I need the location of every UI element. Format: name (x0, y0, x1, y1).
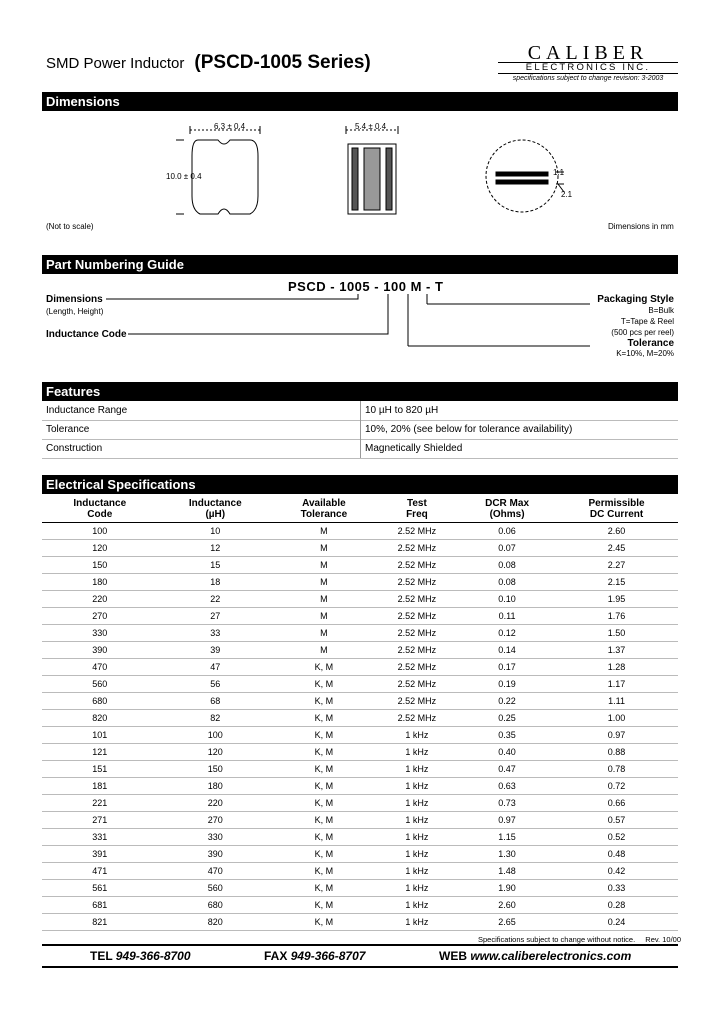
table-cell: M (273, 608, 375, 625)
table-cell: M (273, 523, 375, 540)
table-cell: 2.60 (459, 897, 555, 914)
table-row (42, 863, 678, 880)
table-cell: 1 kHz (375, 863, 459, 880)
table-cell: 0.19 (459, 676, 555, 693)
side-view (346, 126, 398, 214)
table-cell: 0.40 (459, 744, 555, 761)
table-cell: K, M (273, 727, 375, 744)
table-cell: 2.52 MHz (375, 574, 459, 591)
code-dash: - (330, 279, 336, 294)
label-packaging: Packaging Style (597, 294, 674, 305)
table-row (42, 642, 678, 659)
table-cell: 0.25 (459, 710, 555, 727)
table-cell: 0.88 (555, 744, 678, 761)
table-cell: 1.95 (555, 591, 678, 608)
table-cell: 1.28 (555, 659, 678, 676)
table-cell: 1 kHz (375, 795, 459, 812)
table-cell: 0.66 (555, 795, 678, 812)
table-cell: 0.42 (555, 863, 678, 880)
table-cell: 150 (158, 761, 274, 778)
table-cell: 1 kHz (375, 812, 459, 829)
packaging-bulk: B=Bulk (648, 306, 674, 315)
table-cell: 1.48 (459, 863, 555, 880)
table-cell: 0.12 (459, 625, 555, 642)
table-cell: 1.15 (459, 829, 555, 846)
section-dimensions: Dimensions (42, 92, 678, 111)
table-header-row (42, 495, 678, 523)
table-cell: 390 (158, 846, 274, 863)
table-cell: 2.52 MHz (375, 693, 459, 710)
column-header-line: (Ohms) (489, 508, 525, 520)
table-cell: 0.73 (459, 795, 555, 812)
table-cell: 1.50 (555, 625, 678, 642)
telephone (90, 949, 191, 963)
table-cell: 2.52 MHz (375, 642, 459, 659)
column-header (375, 495, 459, 523)
label-dimensions: Dimensions (46, 294, 103, 305)
table-row (42, 557, 678, 574)
table-cell: 33 (158, 625, 274, 642)
tolerance-values: K=10%, M=20% (616, 349, 674, 358)
column-header-line: Tolerance (300, 508, 348, 520)
table-row (42, 880, 678, 897)
table-row (42, 778, 678, 795)
table-row (42, 897, 678, 914)
table-cell: 220 (158, 795, 274, 812)
table-cell: 681 (42, 897, 158, 914)
table-cell: 331 (42, 829, 158, 846)
column-header-line: Code (87, 508, 113, 520)
code-dash: - (374, 279, 380, 294)
table-row (42, 591, 678, 608)
table-cell: 220 (42, 591, 158, 608)
table-cell: 0.24 (555, 914, 678, 931)
section-electrical: Electrical Specifications (42, 475, 678, 494)
table-cell: 1 kHz (375, 761, 459, 778)
table-cell: 101 (42, 727, 158, 744)
table-cell: 2.45 (555, 540, 678, 557)
fax (264, 949, 365, 963)
table-cell: 0.06 (459, 523, 555, 540)
table-cell: 1.17 (555, 676, 678, 693)
table-cell: 180 (42, 574, 158, 591)
brand-name: CALIBER (527, 42, 649, 64)
section-part-numbering: Part Numbering Guide (42, 255, 678, 274)
table-cell: K, M (273, 914, 375, 931)
table-row (42, 829, 678, 846)
label-dimensions-sub: (Length, Height) (46, 307, 104, 316)
fax-number: 949-366-8707 (290, 949, 366, 963)
table-cell: 2.52 MHz (375, 710, 459, 727)
table-cell: 820 (42, 710, 158, 727)
table-cell: 390 (42, 642, 158, 659)
table-cell: 100 (158, 727, 274, 744)
packaging-legend (597, 294, 674, 358)
column-header-line: Available (302, 497, 346, 509)
footer-note (478, 935, 681, 944)
table-cell: 27 (158, 608, 274, 625)
table-cell: 1 kHz (375, 880, 459, 897)
table-cell: 0.47 (459, 761, 555, 778)
table-row (42, 727, 678, 744)
table-cell: 330 (42, 625, 158, 642)
height-dimension: 10.0 ± 0.4 (166, 172, 202, 181)
table-cell: M (273, 625, 375, 642)
table-cell: K, M (273, 795, 375, 812)
feature-row (42, 439, 678, 459)
table-cell: K, M (273, 710, 375, 727)
table-cell: 2.52 MHz (375, 540, 459, 557)
table-cell: 0.63 (459, 778, 555, 795)
table-cell: K, M (273, 778, 375, 795)
table-cell: 39 (158, 642, 274, 659)
table-row (42, 540, 678, 557)
table-cell: 680 (158, 897, 274, 914)
table-cell: 2.27 (555, 557, 678, 574)
table-cell: 121 (42, 744, 158, 761)
table-row (42, 625, 678, 642)
table-cell: 0.52 (555, 829, 678, 846)
table-cell: 1.37 (555, 642, 678, 659)
table-row (42, 710, 678, 727)
table-cell: 100 (42, 523, 158, 540)
table-cell: 270 (42, 608, 158, 625)
table-cell: 680 (42, 693, 158, 710)
table-cell: K, M (273, 812, 375, 829)
table-cell: 471 (42, 863, 158, 880)
feature-value: 10%, 20% (see below for tolerance availability) (365, 424, 573, 435)
table-cell: 2.52 MHz (375, 557, 459, 574)
column-header-line: DCR Max (485, 497, 530, 509)
document-title (46, 52, 371, 74)
column-header (555, 495, 678, 523)
table-cell: M (273, 591, 375, 608)
column-header (273, 495, 375, 523)
table-cell: 12 (158, 540, 274, 557)
table-cell: 0.11 (459, 608, 555, 625)
table-cell: K, M (273, 693, 375, 710)
web-url[interactable]: www.caliberelectronics.com (470, 949, 632, 963)
table-cell: 0.57 (555, 812, 678, 829)
table-cell: 271 (42, 812, 158, 829)
table-cell: K, M (273, 863, 375, 880)
column-header-line: (µH) (205, 508, 226, 520)
code-dash: - (426, 279, 431, 294)
table-cell: 221 (42, 795, 158, 812)
table-cell: 0.07 (459, 540, 555, 557)
table-cell: M (273, 557, 375, 574)
label-tolerance: Tolerance (627, 338, 674, 349)
table-cell: 270 (158, 812, 274, 829)
table-cell: 1 kHz (375, 744, 459, 761)
bottom-dimension-2: 2.1 (561, 190, 573, 199)
table-cell: 1.00 (555, 710, 678, 727)
brand-note: specifications subject to change revision: 3-2003 (512, 75, 664, 82)
column-header (158, 495, 274, 523)
not-to-scale-note: (Not to scale) (46, 222, 94, 231)
table-cell: M (273, 642, 375, 659)
table-cell: 560 (158, 880, 274, 897)
change-notice: Specifications subject to change without notice. (478, 935, 636, 944)
table-cell: 10 (158, 523, 274, 540)
column-header-line: Inductance (73, 497, 127, 509)
table-cell: 15 (158, 557, 274, 574)
product-type: SMD Power Inductor (46, 55, 185, 72)
table-cell: 68 (158, 693, 274, 710)
side-dimension: 5.4 ± 0.4 (355, 122, 387, 131)
table-cell: 0.08 (459, 557, 555, 574)
code-inductance: 100 (383, 279, 407, 294)
table-cell: 561 (42, 880, 158, 897)
revision: Rev. 10/00 (645, 935, 681, 944)
table-cell: K, M (273, 659, 375, 676)
table-row (42, 676, 678, 693)
table-cell: 2.15 (555, 574, 678, 591)
tel-number: 949-366-8700 (115, 949, 191, 963)
table-cell: 47 (158, 659, 274, 676)
table-cell: 0.28 (555, 897, 678, 914)
table-cell: 1 kHz (375, 727, 459, 744)
bottom-dimension-1: 1.1 (553, 168, 565, 177)
table-cell: 2.60 (555, 523, 678, 540)
column-header-line: Freq (406, 508, 428, 520)
part-numbering-leader-lines (100, 290, 680, 350)
code-prefix: PSCD (288, 279, 327, 294)
website[interactable] (439, 949, 631, 963)
table-cell: 2.52 MHz (375, 625, 459, 642)
table-cell: M (273, 540, 375, 557)
column-header (459, 495, 555, 523)
table-cell: 1 kHz (375, 914, 459, 931)
brand-logo (498, 44, 678, 84)
table-row (42, 574, 678, 591)
table-cell: 18 (158, 574, 274, 591)
table-row (42, 608, 678, 625)
table-cell: 1 kHz (375, 897, 459, 914)
table-cell: 2.52 MHz (375, 608, 459, 625)
table-cell: 150 (42, 557, 158, 574)
table-cell: K, M (273, 880, 375, 897)
table-cell: K, M (273, 761, 375, 778)
table-cell: 1 kHz (375, 829, 459, 846)
table-cell: 1.90 (459, 880, 555, 897)
table-cell: 0.48 (555, 846, 678, 863)
table-cell: 56 (158, 676, 274, 693)
section-features: Features (42, 382, 678, 401)
table-cell: 391 (42, 846, 158, 863)
table-row (42, 846, 678, 863)
table-cell: 0.78 (555, 761, 678, 778)
tel-label: TEL (90, 949, 113, 963)
width-dimension: 6.3 ± 0.4 (214, 122, 246, 131)
table-cell: 180 (158, 778, 274, 795)
table-cell: 1 kHz (375, 846, 459, 863)
label-inductance-code: Inductance Code (46, 329, 127, 340)
fax-label: FAX (264, 949, 288, 963)
table-row (42, 761, 678, 778)
table-row (42, 659, 678, 676)
table-cell: 1.76 (555, 608, 678, 625)
feature-row (42, 420, 678, 440)
feature-key: Tolerance (46, 424, 90, 435)
series-name: (PSCD-1005 Series) (194, 52, 371, 73)
table-cell: 0.22 (459, 693, 555, 710)
table-cell: 1.30 (459, 846, 555, 863)
table-cell: 0.97 (459, 812, 555, 829)
table-cell: K, M (273, 744, 375, 761)
table-cell: 2.52 MHz (375, 659, 459, 676)
table-row (42, 693, 678, 710)
table-row (42, 795, 678, 812)
table-cell: 0.97 (555, 727, 678, 744)
table-cell: M (273, 574, 375, 591)
table-cell: 120 (42, 540, 158, 557)
column-header-line: DC Current (589, 508, 644, 520)
feature-row (42, 401, 678, 421)
table-cell: 2.52 MHz (375, 523, 459, 540)
table-cell: 22 (158, 591, 274, 608)
table-cell: 330 (158, 829, 274, 846)
table-cell: K, M (273, 676, 375, 693)
table-row (42, 744, 678, 761)
code-packaging: T (435, 279, 444, 294)
table-cell: 0.35 (459, 727, 555, 744)
table-cell: 0.72 (555, 778, 678, 795)
table-cell: 151 (42, 761, 158, 778)
table-cell: 2.52 MHz (375, 591, 459, 608)
table-cell: K, M (273, 829, 375, 846)
table-cell: 82 (158, 710, 274, 727)
dimension-drawing (160, 118, 590, 228)
code-dimensions: 1005 (339, 279, 371, 294)
table-cell: K, M (273, 897, 375, 914)
column-header-line: Test (406, 497, 427, 509)
table-cell: 2.52 MHz (375, 676, 459, 693)
table-cell: 821 (42, 914, 158, 931)
table-cell: 560 (42, 676, 158, 693)
packaging-reel: (500 pcs per reel) (611, 328, 674, 337)
code-tolerance: M (410, 279, 422, 294)
brand-subtitle: ELECTRONICS INC. (498, 62, 678, 74)
table-cell: 820 (158, 914, 274, 931)
table-cell: 2.65 (459, 914, 555, 931)
table-row (42, 812, 678, 829)
column-header (42, 495, 158, 523)
feature-value: Magnetically Shielded (365, 443, 463, 454)
table-cell: 0.33 (555, 880, 678, 897)
table-cell: 0.08 (459, 574, 555, 591)
table-cell: 0.17 (459, 659, 555, 676)
table-cell: 1.11 (555, 693, 678, 710)
feature-value: 10 µH to 820 µH (365, 405, 439, 416)
web-label: WEB (439, 949, 467, 963)
column-header-line: Inductance (188, 497, 242, 509)
feature-key: Inductance Range (46, 405, 128, 416)
front-view (176, 126, 260, 214)
contact-bar (42, 944, 678, 968)
table-cell: 0.14 (459, 642, 555, 659)
table-body (42, 523, 678, 931)
electrical-spec-table (42, 495, 678, 931)
table-cell: 0.10 (459, 591, 555, 608)
packaging-tape: T=Tape & Reel (620, 317, 674, 326)
column-header-line: Permissible (588, 497, 645, 509)
table-cell: 120 (158, 744, 274, 761)
table-cell: 181 (42, 778, 158, 795)
table-row (42, 914, 678, 931)
table-cell: 1 kHz (375, 778, 459, 795)
table-row (42, 523, 678, 540)
table-cell: 470 (42, 659, 158, 676)
feature-key: Construction (46, 443, 103, 454)
table-cell: 470 (158, 863, 274, 880)
units-note: Dimensions in mm (608, 222, 674, 231)
table-cell: K, M (273, 846, 375, 863)
